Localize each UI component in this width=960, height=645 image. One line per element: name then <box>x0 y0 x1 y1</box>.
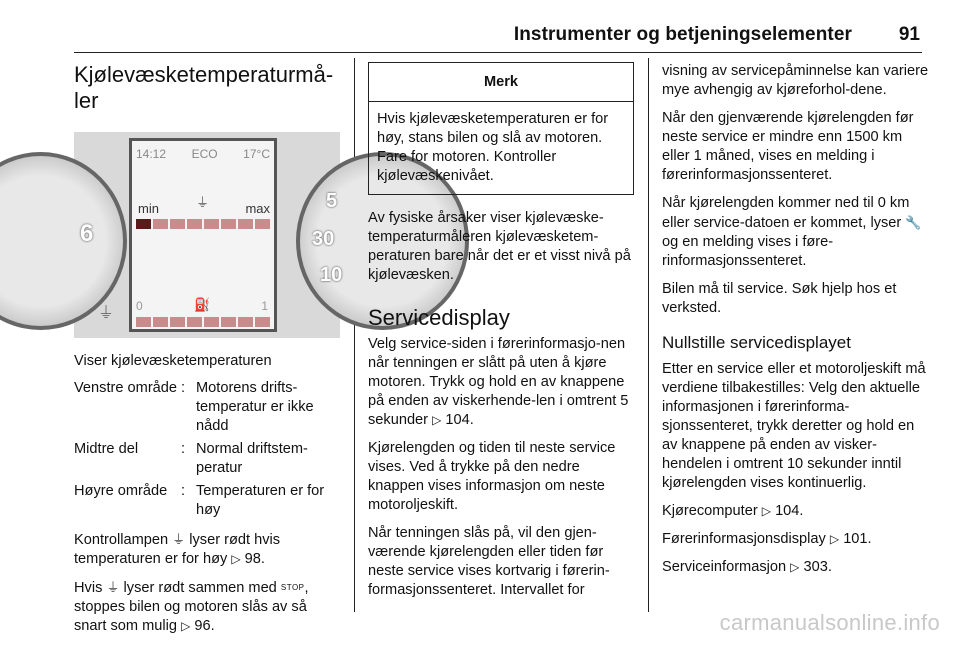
temp-bar-segment <box>238 219 253 229</box>
column-divider-1 <box>354 58 355 612</box>
header-rule <box>74 52 922 53</box>
page-reference-link[interactable]: 96. <box>194 618 215 634</box>
page-number: 91 <box>898 24 920 45</box>
paragraph: Etter en service eller et motoroljeskift må verdiene tilbakestilles: Velg den aktuelle informasjonen i førerinforma-sjonssenteret, trykk deretter og hold en av knappene på enden av visker-hendelen i omtrent 10 sekunder inntil kjørelengden vises kontinuerlig. <box>662 361 926 491</box>
definition-separator: : <box>181 483 186 499</box>
stop-icon: STOP <box>280 583 305 592</box>
column-divider-2 <box>648 58 649 612</box>
paragraph: Når den gjenværende kjørelengden før neste service er mindre enn 1500 km eller 1 måned, vises en melding i førerinformasjonssenteret. <box>662 110 914 183</box>
fuel-empty-label: 0 <box>136 299 143 313</box>
gauge-right-number: 10 <box>320 264 343 286</box>
coolant-temperature-icon: ⏚ <box>196 195 210 210</box>
page-reference-link[interactable]: 104. <box>445 412 474 428</box>
temp-bar-segment <box>204 219 219 229</box>
figure-caption: Viser kjølevæsketemperaturen <box>74 353 272 369</box>
page-reference-link[interactable]: 101. <box>843 531 872 547</box>
gauge-right-number: 30 <box>312 228 335 250</box>
paragraph-text: lyser rødt sammen med <box>123 580 277 596</box>
triangle-right-icon: ▷ <box>829 532 840 546</box>
definition-term: Venstre område <box>74 380 178 396</box>
column-2 <box>368 62 634 609</box>
instrument-cluster-figure <box>74 132 343 338</box>
paragraph-text: og en melding vises i føre-rinformasjonssenteret. <box>662 234 834 269</box>
gauge-left-number: 6 <box>80 220 94 247</box>
definition-row <box>74 440 340 478</box>
paragraph-text: Velg service-siden i førerinformasjo-nen når tenningen er slått på uten å kjøre motoren. Trykk og hold en av knappene på enden av viskerhende-len i omtrent 5 sekunder <box>368 336 629 428</box>
page-header <box>0 0 960 60</box>
triangle-right-icon: ▷ <box>231 552 241 566</box>
paragraph-text: Hvis <box>74 580 103 596</box>
page-reference-link[interactable]: 104. <box>775 503 804 519</box>
note-title: Merk <box>369 63 633 102</box>
subheading-reset-service: Nullstille servicedisplayet <box>662 333 851 352</box>
paragraph: Bilen må til service. Søk hjelp hos et verksted. <box>662 281 897 316</box>
paragraph-text: lyser rødt hvis temperaturen er for høy <box>74 532 281 567</box>
triangle-right-icon: ▷ <box>790 560 800 574</box>
paragraph <box>662 194 930 271</box>
display-time: 14:12 <box>136 147 167 161</box>
cross-reference <box>662 558 930 577</box>
page-header-title: Instrumenter og betjeningselementer <box>513 24 852 45</box>
section-heading-coolant: Kjølevæsketemperaturmå-ler <box>74 62 334 113</box>
triangle-right-icon: ▷ <box>761 504 771 518</box>
temp-min-label: min <box>138 201 159 216</box>
definition-separator: : <box>181 380 186 396</box>
page-reference-link[interactable]: 98. <box>244 551 265 567</box>
temp-bar-segment <box>221 219 236 229</box>
definition-description: Temperaturen er for høy <box>196 483 325 518</box>
temp-bar-segment <box>136 219 151 229</box>
triangle-right-icon: ▷ <box>181 619 191 633</box>
fuel-pump-icon: ⛽ <box>194 297 211 312</box>
temp-bar-segment <box>170 219 185 229</box>
display-eco-mode: ECO <box>191 147 218 161</box>
definition-term: Midtre del <box>74 441 139 457</box>
cross-reference <box>662 530 930 549</box>
coolant-temperature-icon: ⏚ <box>98 305 115 322</box>
temp-max-label: max <box>245 201 270 216</box>
display-outside-temp: 17°C <box>243 147 270 161</box>
coolant-temperature-icon: ⏚ <box>106 580 120 595</box>
definition-row <box>74 482 340 520</box>
temp-bar-segment <box>255 219 270 229</box>
paragraph: Når tenningen slås på, vil den gjen-værende kjørelengden eller tiden før neste service vises kortvarig i førerin-formasjonssenteret. Intervallet for <box>368 525 610 598</box>
note-box <box>368 62 634 195</box>
definition-term: Høyre område <box>74 483 168 499</box>
cross-reference <box>662 502 930 521</box>
paragraph-text: Når kjørelengden kommer ned til 0 km eller service-datoen er kommet, lyser <box>662 195 910 231</box>
column-3 <box>662 62 930 586</box>
coolant-temp-bar <box>136 219 270 229</box>
definition-list <box>74 379 340 520</box>
definition-description: Motorens drifts-temperatur er ikke nådd <box>196 380 314 434</box>
fuel-level-bar <box>136 317 270 327</box>
fuel-full-label: 1 <box>261 299 268 313</box>
paragraph: visning av servicepåminnelse kan variere mye avhengig av kjøreforhol-dene. <box>662 63 929 98</box>
definition-row <box>74 379 340 436</box>
stop-warning-paragraph <box>74 578 340 636</box>
paragraph: Kjørelengden og tiden til neste service vises. Ved å trykke på den nedre knappen vises informasjon om neste motoroljeskift. <box>368 440 616 513</box>
coolant-temperature-icon: ⏚ <box>172 532 186 547</box>
gauge-right-number: 5 <box>326 190 338 212</box>
cross-reference-text: Serviceinformasjon <box>662 559 787 575</box>
definition-description: Normal driftstem-peratur <box>196 441 308 476</box>
temp-bar-segment <box>153 219 168 229</box>
section-heading-service: Servicedisplay <box>368 305 510 330</box>
paragraph-text: Kontrollampen <box>74 532 169 548</box>
paragraph-text: , stoppes bilen og motoren slås av så snart som mulig <box>74 580 309 634</box>
column-1 <box>74 62 343 645</box>
wrench-icon: 🔧 <box>905 215 922 230</box>
watermark: carmanualsonline.info <box>719 610 940 635</box>
temp-bar-segment <box>187 219 202 229</box>
driver-info-display <box>129 138 277 332</box>
paragraph: Av fysiske årsaker viser kjølevæske-temperaturmåleren kjølevæsketem-peraturen bare når det er et visst nivå på kjølevæsken. <box>368 210 631 283</box>
definition-separator: : <box>181 441 186 457</box>
display-status-row <box>136 145 270 164</box>
page-reference-link[interactable]: 303. <box>803 559 832 575</box>
cross-reference-text: Førerinformasjonsdisplay <box>662 531 826 547</box>
paragraph <box>368 335 634 430</box>
note-body: Hvis kjølevæsketemperaturen er for høy, stans bilen og slå av motoren. Fare for motoren. Kontroller kjølevæskenivået. <box>377 111 609 184</box>
warning-lamp-paragraph <box>74 530 340 569</box>
cross-reference-text: Kjørecomputer <box>662 503 758 519</box>
triangle-right-icon: ▷ <box>432 413 442 427</box>
